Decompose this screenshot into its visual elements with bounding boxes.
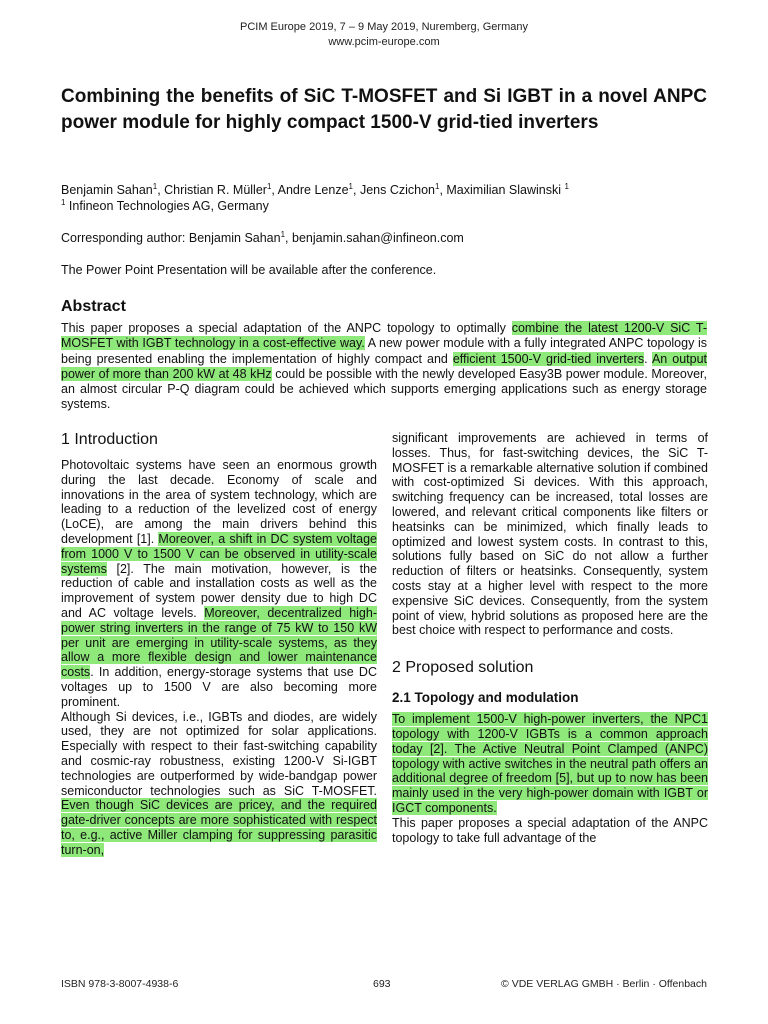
paragraph: This paper proposes a special adaptation of the ANPC topology to take full advantage of the	[392, 815, 708, 845]
highlight: Even though SiC devices are pricey, and the required gate-driver concepts are more sophisticated with respect to, e.g., active Miller clamping for suppressing parasitic turn-on,	[61, 798, 377, 857]
highlight: An output power of more than 200 kW at 48 kHz	[61, 351, 707, 381]
highlight: To implement 1500-V high-power inverters, the NPC1 topology with 1200-V IGBTs is a common approach today [2]. The Active Neutral Point Clamped (ANPC) topology with active switches in the neutral path offers an additional degree of freedom [5], but up to now has been mainly used in the very high-power domain with IGBT or IGCT components.	[392, 712, 708, 815]
highlight: combine the latest 1200-V SiC T-MOSFET with IGBT technology in a cost-effective way.	[61, 321, 707, 351]
affiliation	[61, 198, 707, 214]
author-name: , Christian R. Müller	[157, 183, 267, 197]
paper-title: Combining the benefits of SiC T-MOSFET and Si IGBT in a novel ANPC power module for highly compact 1500-V grid-tied inverters	[61, 86, 707, 133]
corresponding-email[interactable]: , benjamin.sahan@infineon.com	[285, 231, 464, 245]
affiliation-mark: 1	[280, 229, 286, 239]
page-number: 693	[373, 978, 391, 990]
text-run: A new power module with a fully integrated ANPC topology is being presented enabling the implementation of highly compact and	[61, 336, 707, 366]
highlight: Moreover, decentralized high-power string inverters in the range of 75 kW to 150 kW per unit are emerging in utility-scale systems, as they allow a more flexible design and lower maintenance costs	[61, 605, 377, 680]
text-run: This paper proposes a special adaptation of the ANPC topology to optimally	[61, 321, 512, 335]
author-list	[61, 182, 707, 198]
conference-header	[0, 20, 768, 50]
affiliation-mark: 1	[564, 181, 569, 191]
affiliation-text: Infineon Technologies AG, Germany	[65, 199, 269, 213]
affiliation-mark: 1	[348, 181, 353, 191]
text-run: [2]. The main motivation, however, is the reduction of cable and installation costs as well as the improvement of system power density due to high DC and AC voltage levels.	[61, 561, 377, 620]
subsection-heading-topology: 2.1 Topology and modulation	[392, 690, 579, 706]
highlight: efficient 1500-V grid-tied inverters	[452, 351, 645, 366]
text-run: Although Si devices, i.e., IGBTs and diodes, are widely used, they are not optimized for solar applications. Especially with respect to their fast-switching capability and cosmic-ray robustness, existing 1200-V Si-IGBT technologies are outperformed by wide-bandgap power semiconductor technologies such as SiC T-MOSFET.	[61, 709, 377, 798]
abstract-heading: Abstract	[61, 298, 126, 315]
author-name: , Andre Lenze	[271, 183, 349, 197]
conference-website[interactable]: www.pcim-europe.com	[328, 36, 440, 48]
publisher: © VDE VERLAG GMBH · Berlin · Offenbach	[501, 978, 707, 990]
text-run: . In addition, energy-storage systems that use DC voltages up to 1500 V are also becoming more prominent.	[61, 665, 377, 709]
corresponding-name: Corresponding author: Benjamin Sahan	[61, 231, 281, 245]
left-column	[61, 430, 377, 858]
corresponding-author	[61, 230, 464, 246]
text-run: could be possible with the newly developed Easy3B power module. Moreover, an almost circular P-Q diagram could be achieved which supports emerging applications such as energy storage systems.	[61, 366, 707, 412]
text-run: Photovoltaic systems have seen an enormous growth during the last decade. Economy of scale and innovations in the area of system technology, which are leading to a reduction of the levelized cost of energy (LoCE), are among the main drivers behind this development [1].	[61, 458, 377, 546]
affiliation-mark: 1	[152, 181, 158, 191]
presentation-note: The Power Point Presentation will be available after the conference.	[61, 263, 437, 277]
isbn: ISBN 978-3-8007-4938-6	[61, 978, 179, 990]
right-column	[392, 431, 708, 845]
author-block	[61, 182, 707, 214]
paragraph: significant improvements are achieved in terms of losses. Thus, for fast-switching devices, the SiC T-MOSFET is a remarkable alternative solution if combined with cost-optimized Si devices. With this approach, switching frequency can be increased, total losses are lowered, and relevant critical components like filters or heatsinks can be minimized, which finally leads to optimized and lowest system costs. In contrast to this, solutions fully based on SiC do not allow a further reduction of filters or heatsinks. Consequently, system costs stay at a higher level with respect to the more expensive SiC devices. Consequently, from the system point of view, hybrid solutions as proposed here are the best choice with respect to performance and costs.	[392, 431, 708, 638]
affiliation-mark: 1	[434, 181, 440, 191]
paragraph	[61, 458, 377, 710]
paragraph	[61, 710, 377, 858]
text-run: .	[644, 351, 652, 366]
section-heading-proposed-solution: 2 Proposed solution	[392, 659, 534, 677]
author-name: , Jens Czichon	[353, 183, 435, 197]
conference-line: PCIM Europe 2019, 7 – 9 May 2019, Nuremberg, Germany	[240, 21, 528, 33]
author-name: , Maximilian Slawinski	[439, 183, 565, 197]
abstract-text	[61, 321, 707, 413]
highlight: Moreover, a shift in DC system voltage from 1000 V to 1500 V can be observed in utility-scale systems	[61, 531, 377, 576]
affiliation-mark: 1	[61, 197, 66, 207]
author-name: Benjamin Sahan	[61, 183, 153, 197]
paragraph	[392, 712, 708, 816]
affiliation-mark: 1	[266, 181, 272, 191]
section-heading-introduction: 1 Introduction	[61, 431, 158, 448]
